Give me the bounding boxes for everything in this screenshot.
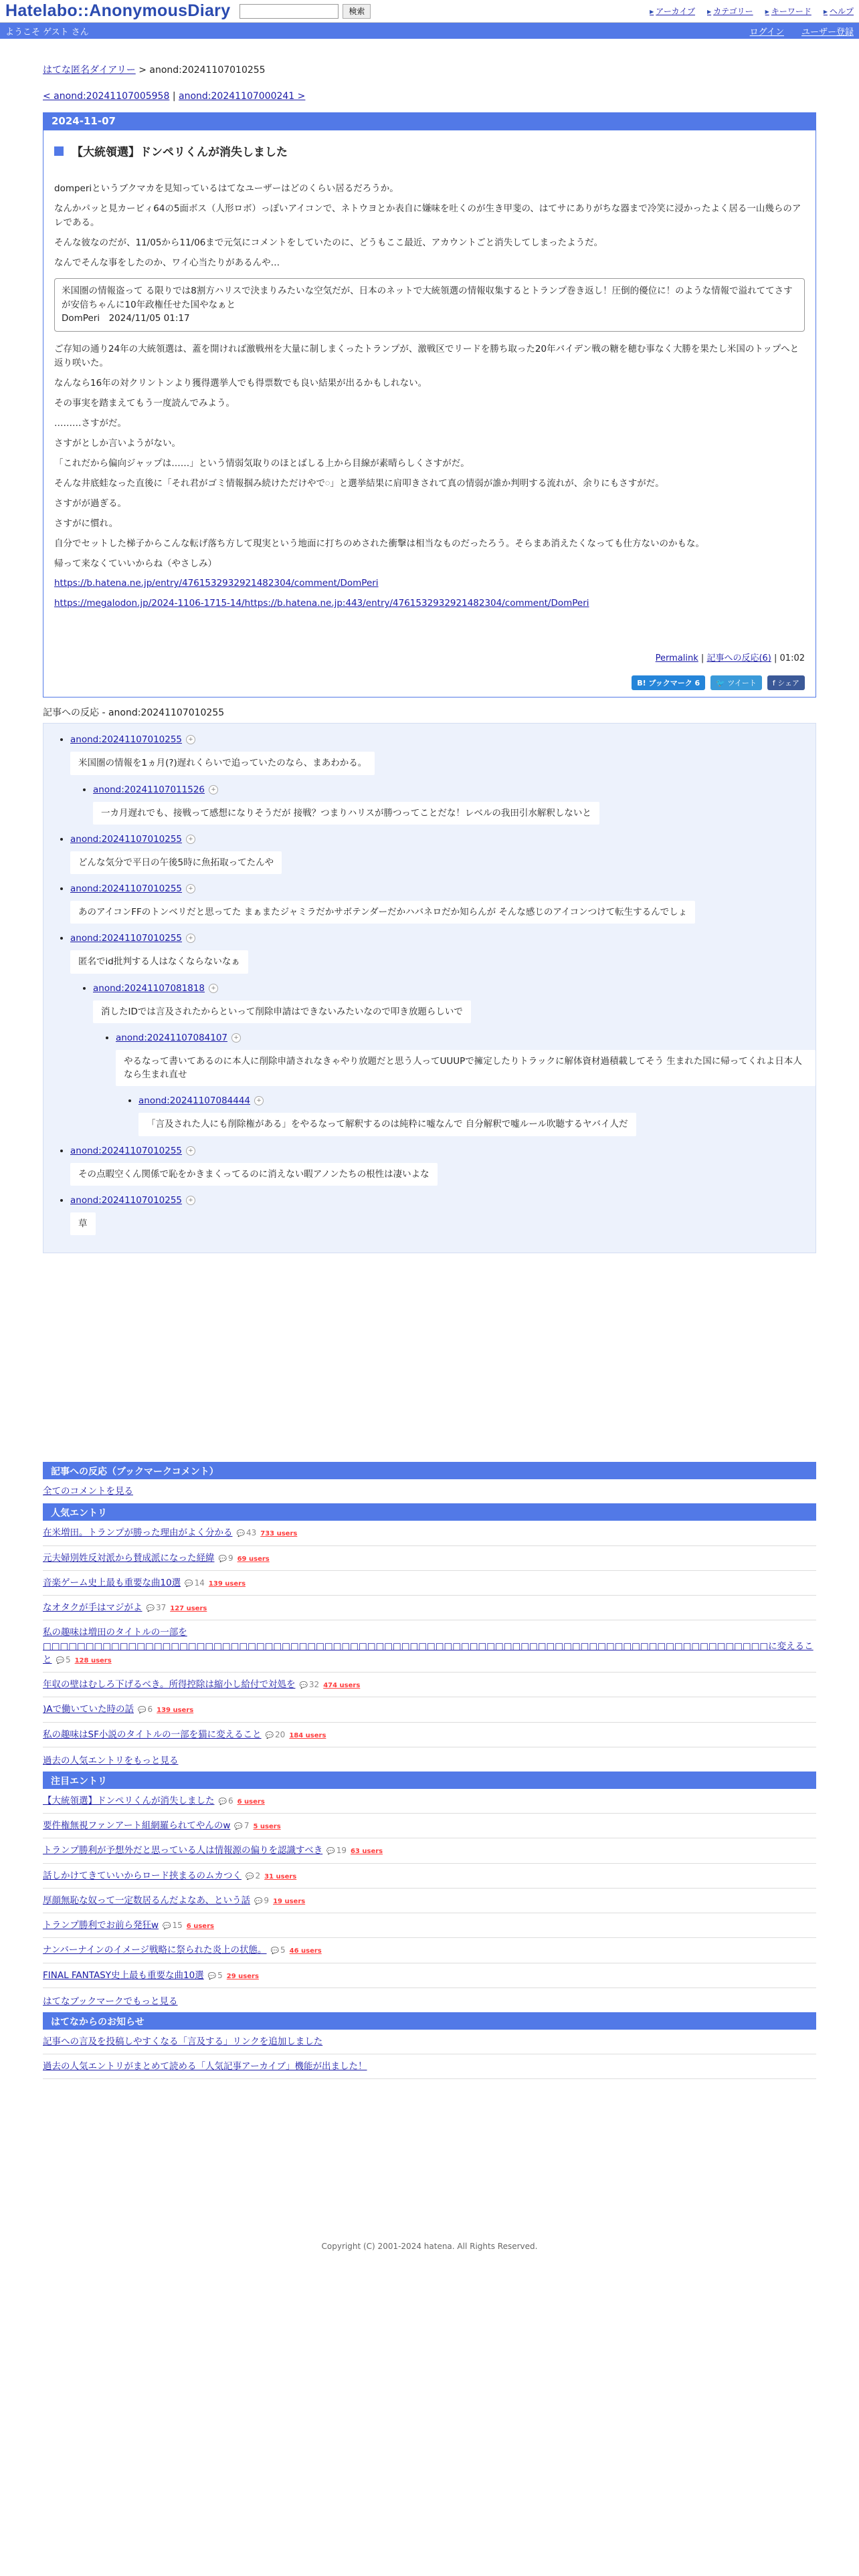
quote-text: 米国圏の情報盗って る限りでは8割方ハリスで決まりみたいな空気だが、日本のネットで大統領選の情報収集するとトランプ巻き返し！圧倒的優位に！のような情報で溢れててさすが安倍ちゃんに10年政権任せた国やなぁと — [62, 285, 793, 310]
hatena-bookmark-button[interactable]: B! ブックマーク 6 — [632, 675, 705, 690]
reply-list — [116, 1095, 816, 1138]
popular-title-link[interactable]: 在米増田。トランプが勝った理由がよく分かる — [43, 1527, 233, 1539]
featured-list — [43, 1789, 816, 1988]
reaction-text: 「言及された人にも削除権がある」をやるなって解釈するのは純粋に嘘なんで 自分解釈で嘘ルール吹聴するヤバイ人だ — [138, 1113, 636, 1136]
reaction-header — [70, 883, 816, 894]
comment-count[interactable]: 💬 6 — [138, 1703, 153, 1715]
site-logo[interactable]: Hatelabo::AnonymousDiary — [5, 1, 231, 20]
entry-paragraph-b-2: なんなら16年の対クリントンより獲得選挙人でも得票数でも良い結果が出るかもしれない。 — [54, 378, 427, 389]
reaction-id-link[interactable]: • anond:20241107010255 — [70, 1194, 183, 1206]
reactions-title: 記事への反応 - anond:20241107010255 — [43, 708, 225, 719]
featured-item — [43, 1838, 816, 1863]
breadcrumb-sep: > — [135, 65, 150, 76]
title-square-icon — [54, 146, 64, 156]
comment-count[interactable]: 💬 6 — [219, 1795, 233, 1807]
entry-paragraph-b-7: そんな井底蛙なった直後に「それ君がゴミ情報掴み続けただけやで𓏸」と選挙結果に肩叩きされて真の情弱が誰か判明する流れが、余りにもさすがだ。 — [54, 477, 664, 489]
reaction-header — [70, 834, 816, 845]
reaction-text: 米国圏の情報を1ヵ月(?)遅れくらいで追っていたのなら、まあわかる。 — [70, 752, 375, 774]
entry-paragraphs-b — [54, 342, 805, 570]
comment-count[interactable]: 💬 37 — [147, 1602, 167, 1614]
breadcrumb-home[interactable]: はてな匿名ダイアリー — [43, 65, 136, 76]
entry-paragraph-b-10: 自分でセットした梯子からこんな転げ落ち方して現実という地面に打ちのめされた衝撃は相当なものだったろう。そらまあ消えたくなっても仕方ないのかもな。 — [54, 538, 704, 549]
popular-title-link[interactable]: 元夫婦別姓反対派から賛成派になった経緯 — [43, 1552, 215, 1564]
reaction-text: 一カ月遅れでも、接戦って感想になりそうだが 接戦？つまりハリスが勝つってことだな！レベルの我田引水解釈しないと — [93, 802, 599, 825]
featured-title-link[interactable]: FINAL FANTASY史上最も重要な曲10選 — [43, 1969, 204, 1981]
reactions-link[interactable]: 記事への反応(6) — [706, 653, 771, 664]
popular-title-link[interactable]: 私の趣味はSF小説のタイトルの一部を猫に変えること — [43, 1729, 262, 1740]
bookmark-users-badge[interactable]: 139 users — [157, 1707, 194, 1715]
entry-paragraph-b-6: 「これだから偏向ジャップは……」という情弱気取りのほとばしる上から目線が素晴らしくさすがだ。 — [54, 457, 470, 469]
reaction-item — [70, 1146, 816, 1188]
reaction-id-link[interactable]: • anond:20241107010255 — [70, 833, 183, 845]
featured-item — [43, 1889, 816, 1913]
nav-help[interactable]: ▶ ヘルプ — [824, 5, 854, 17]
reaction-item — [70, 1195, 816, 1238]
reply-list — [70, 784, 816, 827]
entry-paragraph-b-9: さすがに慣れ。 — [54, 518, 118, 529]
comment-count[interactable]: 💬 15 — [163, 1919, 183, 1931]
expand-icon[interactable]: + — [231, 1033, 241, 1043]
comment-count[interactable]: 💬 43 — [237, 1527, 257, 1539]
entry-box — [43, 112, 816, 697]
featured-item — [43, 1789, 816, 1814]
entry-time: 01:02 — [779, 653, 805, 664]
fb-share-label: シェア — [777, 679, 799, 688]
popular-item — [43, 1521, 816, 1545]
comment-count[interactable]: 💬 19 — [326, 1844, 347, 1856]
reaction-text: どんな気分で平日の午後5時に魚拓取ってたんや — [70, 851, 282, 874]
reaction-id-link[interactable]: • anond:20241107010255 — [70, 1145, 183, 1156]
popular-title-link[interactable]: )Aで働いていた時の話 — [43, 1704, 134, 1715]
permalink[interactable]: Permalink — [655, 653, 698, 664]
popular-title-link[interactable]: 私の趣味は増田のタイトルの一部を□□□□□□□□□□□□□□□□□□□□□□□□□□□□□□□□□□□□□□□□□□□□□□□□□□□□□□□□□□□□□□□□□□□□□□□□□□□□□□□□□□□□□に変えること — [43, 1627, 814, 1665]
breadcrumb — [43, 63, 816, 76]
bookmark-users-badge[interactable]: 474 users — [323, 1682, 361, 1690]
comment-count[interactable]: 💬 2 — [246, 1870, 260, 1882]
popular-title-link[interactable]: 年収の壁はむしろ下げるべき。所得控除は縮小し給付で対処を — [43, 1679, 296, 1691]
expand-icon[interactable]: + — [209, 984, 218, 993]
reaction-id-link[interactable]: • anond:20241107011526 — [93, 784, 205, 795]
reaction-list — [43, 734, 816, 1238]
entry-footer: Permalink | 記事への反応(6) | 01:02 — [655, 653, 805, 664]
reaction-id-link[interactable]: • anond:20241107010255 — [70, 933, 183, 944]
popular-item — [43, 1571, 816, 1596]
expand-icon[interactable]: + — [209, 785, 218, 794]
reaction-id-link[interactable]: • anond:20241107010255 — [70, 734, 183, 746]
reaction-header — [70, 734, 816, 745]
search-button[interactable]: 検索 — [343, 4, 371, 19]
bookmark-users-badge[interactable]: 127 users — [170, 1605, 207, 1613]
featured-title-link[interactable]: トランプ勝利が予想外だと思っている人は情報源の偏りを認識すべき — [43, 1845, 323, 1856]
reaction-item — [93, 784, 816, 827]
reaction-id-link[interactable]: • anond:20241107084444 — [138, 1095, 251, 1107]
featured-title-link[interactable]: トランプ勝利でお前ら発狂w — [43, 1920, 159, 1931]
all-comments-link[interactable]: 全てのコメントを見る — [43, 1486, 133, 1497]
tweet-label: ツイート — [727, 679, 757, 688]
prev-entry-link[interactable]: < anond:20241107005958 — [43, 91, 170, 102]
popular-item — [43, 1723, 816, 1747]
bookmark-users-badge[interactable]: 5 users — [253, 1823, 281, 1831]
featured-item — [43, 1963, 816, 1988]
popular-head: 人気エントリ — [43, 1503, 816, 1521]
reaction-text: あのアイコンFFのトンベリだと思ってた まぁまたジャミラだかサボテンダーだかハバネロだか知らんが そんな感じのアイコンつけて転生するんでしょ — [70, 901, 695, 924]
featured-title-link[interactable]: 話しかけてきていいからロード挟まるのムカつく — [43, 1870, 242, 1881]
reaction-text: 匿名でid批判する人はなくならないなぁ — [70, 950, 248, 973]
search-input[interactable] — [240, 4, 339, 19]
prev-next-nav — [43, 91, 816, 102]
entry-paragraph-b-4: ………さすがだ。 — [54, 418, 126, 429]
featured-title-link[interactable]: 厚顔無恥な奴って一定数居るんだよなあ、という話 — [43, 1895, 250, 1906]
comment-count[interactable]: 💬 5 — [271, 1944, 286, 1956]
popular-item — [43, 1546, 816, 1571]
reply-list — [93, 1033, 816, 1139]
popular-title-link[interactable]: 音楽ゲーム史上最も重要な曲10選 — [43, 1577, 181, 1588]
comment-count[interactable]: 💬 32 — [299, 1679, 319, 1691]
nav-keyword[interactable]: ▶ キーワード — [765, 5, 812, 17]
featured-title-link[interactable]: 【大統領選】ドンペリくんが消失しました — [43, 1795, 215, 1806]
tweet-button[interactable] — [710, 675, 762, 690]
bookmark-users-badge[interactable]: 139 users — [208, 1580, 246, 1588]
prevnext-sep: | — [169, 91, 179, 102]
entry-paragraph-b-5: さすがとしか言いようがない。 — [54, 437, 181, 449]
reaction-item — [138, 1095, 816, 1138]
entry-date: 2024-11-07 — [43, 113, 816, 130]
featured-title-link[interactable]: ナンバーナインのイメージ戦略に祭られた炎上の状態。 — [43, 1945, 267, 1956]
blockquote — [54, 278, 805, 332]
bookmark-users-badge[interactable]: 46 users — [289, 1947, 322, 1955]
login-link[interactable]: ログイン — [749, 27, 784, 37]
reaction-header — [93, 983, 816, 994]
reaction-id-link[interactable]: • anond:20241107081818 — [93, 982, 205, 994]
nav-category[interactable]: ▶ カテゴリー — [707, 5, 753, 17]
breadcrumb-current: anond:20241107010255 — [149, 65, 266, 76]
reactions-tree — [43, 723, 816, 1253]
account-links — [750, 25, 854, 37]
reaction-header — [116, 1033, 816, 1043]
reaction-item — [70, 834, 816, 877]
bookmark-users-badge[interactable]: 63 users — [350, 1848, 383, 1856]
expand-icon[interactable]: + — [254, 1096, 264, 1105]
bookmark-users-badge[interactable]: 6 users — [237, 1798, 265, 1806]
entry-title — [54, 142, 805, 159]
comment-count[interactable]: 💬 5 — [208, 1969, 223, 1981]
bookmark-users-badge[interactable]: 128 users — [74, 1656, 112, 1665]
facebook-f-icon: f — [772, 679, 775, 688]
expand-icon[interactable]: + — [186, 884, 195, 893]
reaction-header — [70, 933, 816, 944]
featured-item — [43, 1913, 816, 1938]
expand-icon[interactable]: + — [186, 1196, 195, 1205]
main-content — [43, 39, 816, 2079]
bookmark-users-badge[interactable]: 6 users — [186, 1923, 214, 1931]
comment-count[interactable]: 💬 5 — [56, 1654, 71, 1666]
featured-item — [43, 1864, 816, 1889]
notice-link-2[interactable]: 過去の人気エントリがまとめて読める「人気記事アーカイブ」機能が出ました！ — [43, 2061, 367, 2072]
reaction-header — [70, 1195, 816, 1206]
reaction-id-link[interactable]: • anond:20241107084107 — [116, 1032, 228, 1043]
comment-count[interactable]: 💬 7 — [234, 1820, 249, 1832]
comment-count[interactable]: 💬 20 — [266, 1729, 286, 1741]
bookmark-comments-head: 記事への反応（ブックマークコメント） — [43, 1462, 816, 1479]
register-link[interactable]: ユーザー登録 — [801, 27, 854, 37]
entry-paragraph-b-1: ご存知の通り24年の大統領選は、蓋を開ければ激戦州を大量に制しまくったトランプが、激戦区でリードを勝ち取った20年バイデン戦の糖を穂む事なく大勝を果たし米国のトップへと返り咲いた。 — [54, 344, 799, 369]
entry-body — [43, 130, 816, 697]
bookmark-more-link[interactable]: はてなブックマークでもっと見る — [43, 1996, 178, 2007]
featured-title-link[interactable]: 要件権無視ファンアート組網羅られてやんのw — [43, 1820, 231, 1832]
reaction-header — [93, 784, 816, 795]
reaction-text: やるなって書いてあるのに本人に削除申請されなきゃやり放題だと思う人ってUUUPで擁定したりトラックに解体資材過積載してそう 生まれた国に帰ってくれよ日本人なら生まれ直せ — [116, 1050, 816, 1087]
featured-item — [43, 1814, 816, 1838]
welcome-text: ようこそ ゲスト さん — [5, 27, 89, 37]
reply-list — [70, 983, 816, 1139]
share-bar — [54, 675, 805, 690]
ad-space — [43, 1253, 816, 1454]
entry-paragraph-a-2: なんかパッと見カービィ64の5面ボス（人形ロボ）っぽいアイコンで、ネトウヨとか表自に嫌味を吐くのが生き甲斐の、はてサにありがちな器まで冷笑に浸かったよく居る一山幾らのアレである。 — [54, 203, 801, 228]
popular-item — [43, 1697, 816, 1722]
popular-item — [43, 1620, 816, 1673]
bookmark-users-badge[interactable]: 31 users — [264, 1872, 297, 1881]
reaction-text: 草 — [70, 1212, 96, 1235]
featured-item — [43, 1938, 816, 1963]
bookmark-users-badge[interactable]: 184 users — [289, 1731, 326, 1739]
notice-head: はてなからのお知らせ — [43, 2012, 816, 2030]
reaction-text: 消したIDでは言及されたからといって削除申請はできないみたいなので叩き放題らしいで — [93, 1000, 471, 1023]
entry-paragraph-a-3: そんな彼なのだが、11/05から11/06まで元気にコメントをしていたのに、どうもここ最近、アカウントごと消失してしまったようだ。 — [54, 237, 603, 248]
popular-list — [43, 1521, 816, 1747]
comment-count[interactable]: 💬 9 — [254, 1895, 269, 1907]
bookmark-users-badge[interactable]: 69 users — [237, 1555, 270, 1563]
entry-paragraphs-a — [54, 182, 805, 270]
reaction-item — [70, 883, 816, 926]
twitter-bird-icon: 🐦 — [716, 679, 725, 688]
entry-link-2[interactable]: https://megalodon.jp/2024-1106-1715-14/https://b.hatena.ne.jp:443/entry/4761532932921482304/comment/DomPeri — [54, 598, 589, 609]
nav-archive[interactable]: ▶ アーカイブ — [650, 5, 695, 17]
notice-link-1[interactable]: 記事への言及を投稿しやすくなる「言及する」リンクを追加しました — [43, 2036, 323, 2047]
popular-item — [43, 1673, 816, 1697]
entry-paragraph-b-3: その事実を踏まえてもう一度読んでみよう。 — [54, 398, 235, 409]
expand-icon[interactable]: + — [186, 835, 195, 844]
next-entry-link[interactable]: anond:20241107000241 > — [179, 91, 306, 102]
popular-title-link[interactable]: なオタクが手はマジがよ — [43, 1602, 142, 1614]
expand-icon[interactable]: + — [186, 934, 195, 943]
entry-paragraph-a-1: domperiというブクマカを見知っているはてなユーザーはどのくらい居るだろうか。 — [54, 183, 399, 194]
reaction-item — [70, 933, 816, 1138]
entry-paragraph-b-8: さすがが過ぎる。 — [54, 498, 126, 509]
featured-head: 注目エントリ — [43, 1772, 816, 1789]
reaction-item — [116, 1033, 816, 1139]
entry-link-1[interactable]: https://b.hatena.ne.jp/entry/4761532932921482304/comment/DomPeri — [54, 578, 379, 589]
reaction-header — [138, 1095, 816, 1106]
popular-more-link[interactable]: 過去の人気エントリをもっと見る — [43, 1755, 179, 1766]
reaction-text: その点暇空くん関係で恥をかきまくってるのに消えない暇アノンたちの根性は凄いよな — [70, 1163, 438, 1186]
popular-item — [43, 1596, 816, 1620]
entry-paragraph-b-11: 帰って来なくていいからね（やさしみ） — [54, 558, 217, 569]
facebook-share-button[interactable] — [767, 675, 805, 690]
expand-icon[interactable]: + — [186, 1146, 195, 1156]
bookmark-users-badge[interactable]: 19 users — [273, 1897, 306, 1905]
top-bar — [0, 0, 859, 23]
reaction-item — [70, 734, 816, 827]
reaction-id-link[interactable]: • anond:20241107010255 — [70, 883, 183, 895]
expand-icon[interactable]: + — [186, 735, 195, 744]
comment-count[interactable]: 💬 9 — [219, 1552, 233, 1564]
bookmark-users-badge[interactable]: 733 users — [260, 1530, 298, 1538]
footer-copyright: Copyright (C) 2001-2024 hatena. All Rights Reserved. — [321, 2242, 538, 2251]
bookmark-users-badge[interactable]: 29 users — [226, 1972, 259, 1980]
reaction-header — [70, 1146, 816, 1156]
entry-paragraph-a-4: なんでそんな事をしたのか、ワイ心当たりがあるんや… — [54, 257, 280, 268]
entry-title-text: 【大統領選】ドンペリくんが消失しました — [72, 146, 288, 159]
comment-count[interactable]: 💬 14 — [185, 1577, 205, 1589]
welcome-bar — [0, 23, 859, 39]
top-nav — [650, 5, 854, 17]
reaction-item — [93, 983, 816, 1139]
quote-meta: DomPeri 2024/11/05 01:17 — [62, 313, 190, 324]
